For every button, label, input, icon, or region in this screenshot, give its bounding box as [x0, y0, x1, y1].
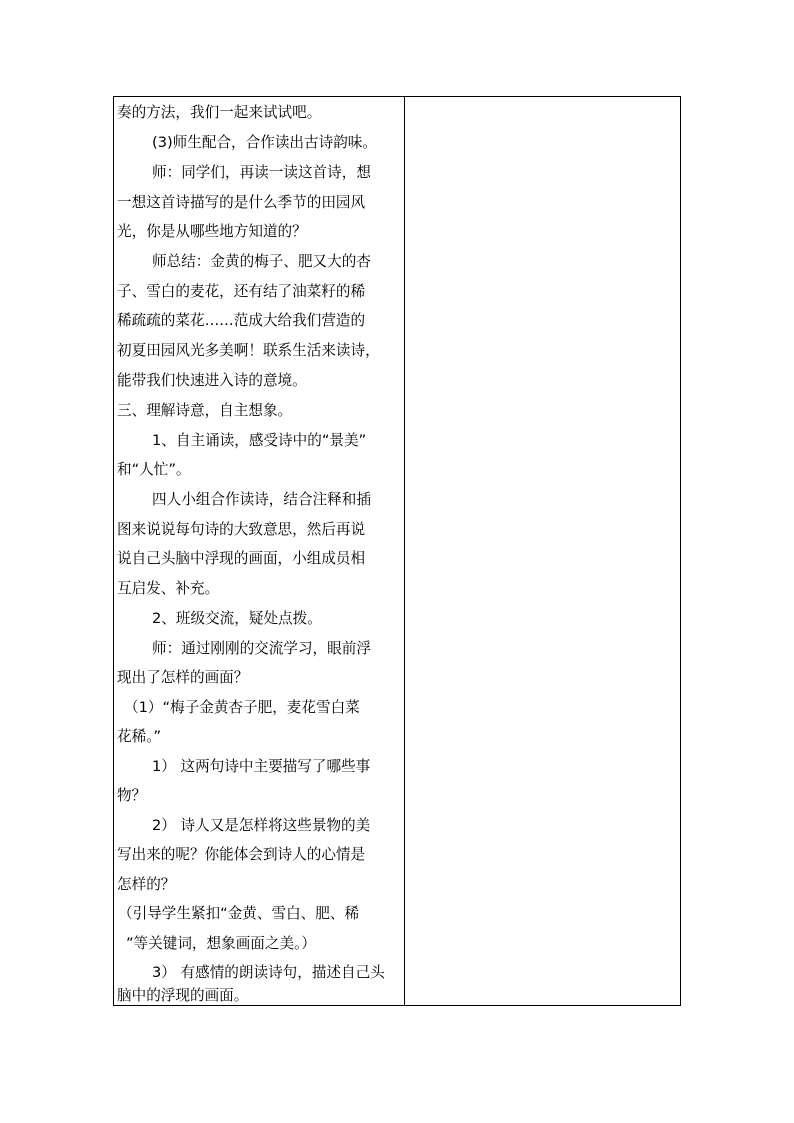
text-line: 师：通过刚刚的交流学习，眼前浮 [152, 640, 371, 657]
notes-cell [405, 97, 680, 1005]
text-line: 奏的方法，我们一起来试试吧。 [117, 104, 322, 121]
text-line: 花稀。” [117, 728, 162, 745]
text-line: 和“人忙”。 [117, 461, 191, 478]
text-line: 1、自主诵读，感受诗中的“景美” [152, 432, 367, 449]
lesson-plan-table [113, 96, 681, 1006]
text-line: 写出来的呢？你能体会到诗人的心情是 [117, 846, 366, 863]
text-line: 光，你是从哪些地方知道的？ [117, 223, 307, 240]
text-line: ”等关键词，想象画面之美。） [126, 935, 316, 952]
text-line: （引导学生紧扣“金黄、雪白、肥、稀 [118, 905, 360, 922]
text-line: 2） 诗人又是怎样将这些景物的美 [152, 817, 371, 834]
text-line: 师：同学们，再读一读这首诗，想 [152, 164, 371, 181]
text-line: 说自己头脑中浮现的画面，小组成员相 [117, 550, 366, 567]
text-line: 怎样的？ [117, 876, 176, 893]
text-line: 物？ [117, 787, 147, 804]
text-line: 稀疏疏的菜花……范成大给我们营造的 [117, 312, 366, 329]
text-line: 图来说说每句诗的大致意思，然后再说 [117, 521, 366, 538]
text-line: 脑中的浮现的画面。 [117, 987, 249, 1004]
text-line: 互启发、补充。 [117, 580, 220, 597]
text-line: 2、班级交流，疑处点拨。 [152, 610, 322, 627]
text-line: 师总结：金黄的梅子、肥又大的杏 [152, 253, 371, 270]
text-line: 子、雪白的麦花，还有结了油菜籽的稀 [117, 283, 366, 300]
text-line: 1） 这两句诗中主要描写了哪些事 [152, 758, 371, 775]
text-line: （1）“梅子金黄杏子肥，麦花雪白菜 [124, 699, 360, 716]
section-heading: 三、理解诗意，自主想象。 [117, 402, 293, 419]
text-line: 现出了怎样的画面？ [117, 669, 249, 686]
text-line: 3） 有感情的朗读诗句，描述自己头 [152, 964, 385, 981]
text-line: (3)师生配合，合作读出古诗韵味。 [152, 134, 377, 151]
text-line: 能带我们快速进入诗的意境。 [117, 372, 307, 389]
lesson-content-cell [114, 97, 404, 1005]
text-line: 四人小组合作读诗，结合注释和插 [152, 491, 371, 508]
text-line: 一想这首诗描写的是什么季节的田园风 [117, 194, 366, 211]
text-line: 初夏田园风光多美啊！联系生活来读诗， [117, 342, 380, 359]
